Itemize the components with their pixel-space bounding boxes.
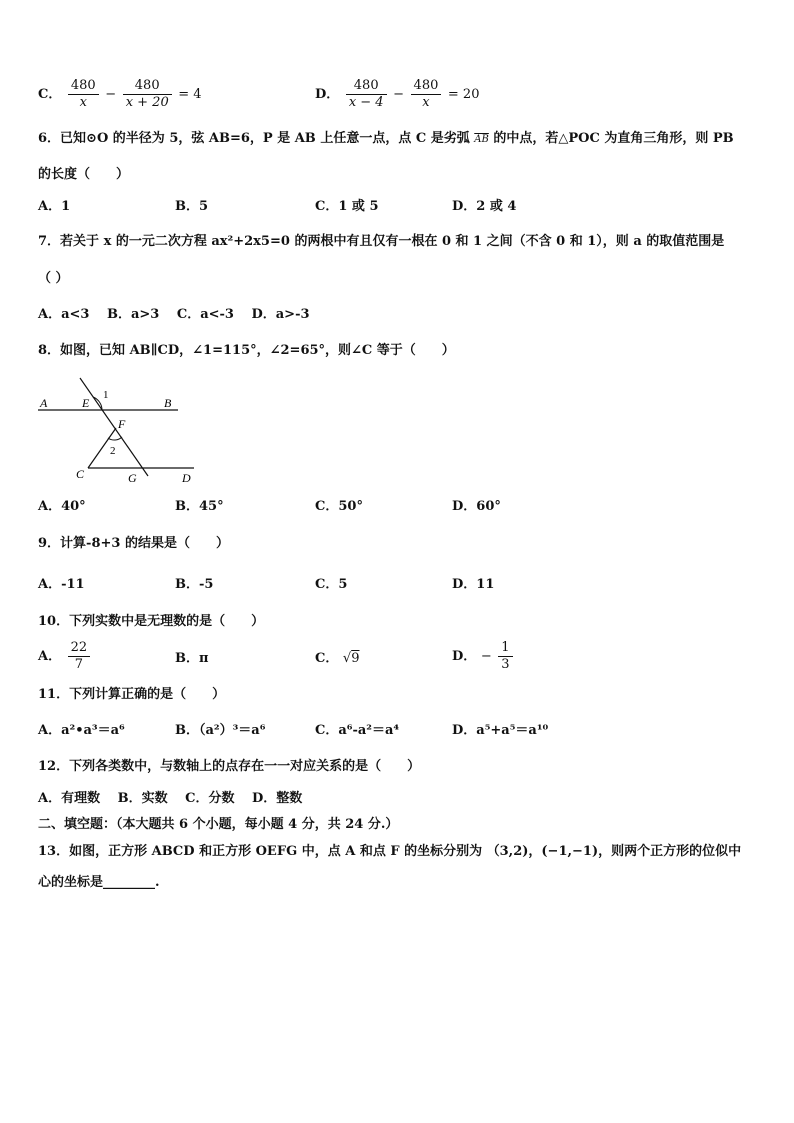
- q11-stem: 11．下列计算正确的是（ ）: [38, 687, 226, 702]
- q13-stem-line2: 心的坐标是________.: [38, 875, 160, 890]
- label-f: F: [118, 417, 126, 431]
- numerator: 480: [68, 78, 99, 95]
- fraction: [123, 78, 172, 111]
- operator: −: [105, 87, 117, 102]
- q11-option-c: C．a⁶-a²＝a⁴: [315, 723, 400, 738]
- fraction: [498, 640, 512, 673]
- label-d: D: [182, 471, 191, 485]
- label-c: C: [76, 467, 85, 481]
- q6-text: 6．已知⊙O 的半径为 5，弦 AB=6，P 是 AB 上任意一点，点 C 是劣弧: [38, 131, 470, 146]
- q11-option-b: B．（a²）³＝a⁶: [175, 723, 266, 738]
- option-label: D．: [452, 649, 477, 664]
- q6-option-a: A．1: [38, 199, 71, 214]
- rhs: = 4: [178, 87, 202, 102]
- q6-stem-line1: [38, 130, 734, 149]
- q6-stem-line2: 的长度（ ）: [38, 167, 130, 182]
- denominator: 7: [74, 657, 84, 672]
- denominator: x: [79, 95, 87, 110]
- denominator: x − 4: [348, 95, 384, 110]
- fraction: [68, 78, 99, 111]
- operator: −: [393, 87, 405, 102]
- q10-option-a: [38, 640, 92, 673]
- q10-option-d: [452, 640, 515, 673]
- q5-option-d: [315, 78, 479, 111]
- label-g: G: [128, 471, 137, 485]
- option-label: A．: [38, 649, 62, 664]
- q8-option-a: A．40°: [38, 499, 86, 514]
- rhs: = 20: [447, 87, 480, 102]
- numerator: 1: [498, 640, 512, 657]
- fraction: [411, 78, 442, 111]
- q11-option-a: A．a²•a³＝a⁶: [38, 723, 125, 738]
- numerator: 480: [346, 78, 387, 95]
- q8-stem: 8．如图，已知 AB∥CD，∠1=115°，∠2=65°，则∠C 等于（ ）: [38, 343, 455, 358]
- denominator: 3: [501, 657, 510, 672]
- sqrt-icon: √: [342, 651, 352, 666]
- arc-label: $\overline{AB}$: [474, 134, 489, 145]
- q12-stem: 12．下列各类数中，与数轴上的点存在一一对应关系的是（ ）: [38, 759, 421, 774]
- transversal-line: [80, 378, 148, 476]
- option-label: D．: [315, 87, 340, 102]
- numerator: 480: [123, 78, 172, 95]
- denominator: x: [422, 95, 430, 110]
- q9-stem: 9．计算-8+3 的结果是（ ）: [38, 536, 229, 551]
- q9-option-c: C．5: [315, 577, 348, 592]
- q10-option-b: B．π: [175, 651, 209, 666]
- option-label: C．: [38, 87, 62, 102]
- q6-option-b: B．5: [175, 199, 209, 214]
- sign: −: [480, 649, 492, 664]
- label-angle-1: 1: [103, 389, 109, 401]
- q6-option-d: D．2 或 4: [452, 199, 517, 214]
- numerator: 22: [68, 640, 91, 657]
- label-e: E: [82, 396, 90, 410]
- numerator: 480: [411, 78, 442, 95]
- q6-text-end: 的中点，若△POC 为直角三角形，则 PB: [493, 131, 734, 146]
- fraction: [346, 78, 387, 111]
- q5-option-c: [38, 78, 202, 111]
- radicand: 9: [351, 651, 360, 666]
- section-title: 二、填空题：（本大题共 6 个小题，每小题 4 分，共 24 分.）: [38, 817, 399, 832]
- denominator: x + 20: [125, 95, 169, 110]
- q8-option-c: C．50°: [315, 499, 363, 514]
- q10-stem: 10．下列实数中是无理数的是（ ）: [38, 614, 265, 629]
- q8-option-d: D．60°: [452, 499, 501, 514]
- q7-stem-line1: 7．若关于 x 的一元二次方程 ax²+2x5=0 的两根中有且仅有一根在 0 和 1 之间（不含 0 和 1），则 a 的取值范围是: [38, 234, 725, 249]
- option-label: C．: [315, 651, 339, 666]
- q13-stem-line1: 13．如图，正方形 ABCD 和正方形 OEFG 中，点 A 和点 F 的坐标分别为 （3,2)，(−1,−1)，则两个正方形的位似中: [38, 844, 742, 859]
- q8-geometry-figure: [32, 376, 202, 488]
- q11-option-d: D．a⁵+a⁵＝a¹⁰: [452, 723, 549, 738]
- q7-stem-line2: （ ）: [38, 271, 69, 286]
- q9-option-d: D．11: [452, 577, 495, 592]
- q12-options: A．有理数 B．实数 C．分数 D．整数: [38, 791, 303, 806]
- fraction: [68, 640, 91, 673]
- label-b: B: [164, 396, 172, 410]
- label-a: A: [40, 396, 48, 410]
- q9-option-b: B．-5: [175, 577, 214, 592]
- q6-option-c: C．1 或 5: [315, 199, 379, 214]
- q7-options: A．a<3 B．a>3 C．a<-3 D．a>-3: [38, 307, 310, 322]
- label-angle-2: 2: [110, 445, 116, 457]
- q9-option-a: A．-11: [38, 577, 85, 592]
- q8-option-b: B．45°: [175, 499, 224, 514]
- q10-option-c: [315, 650, 359, 668]
